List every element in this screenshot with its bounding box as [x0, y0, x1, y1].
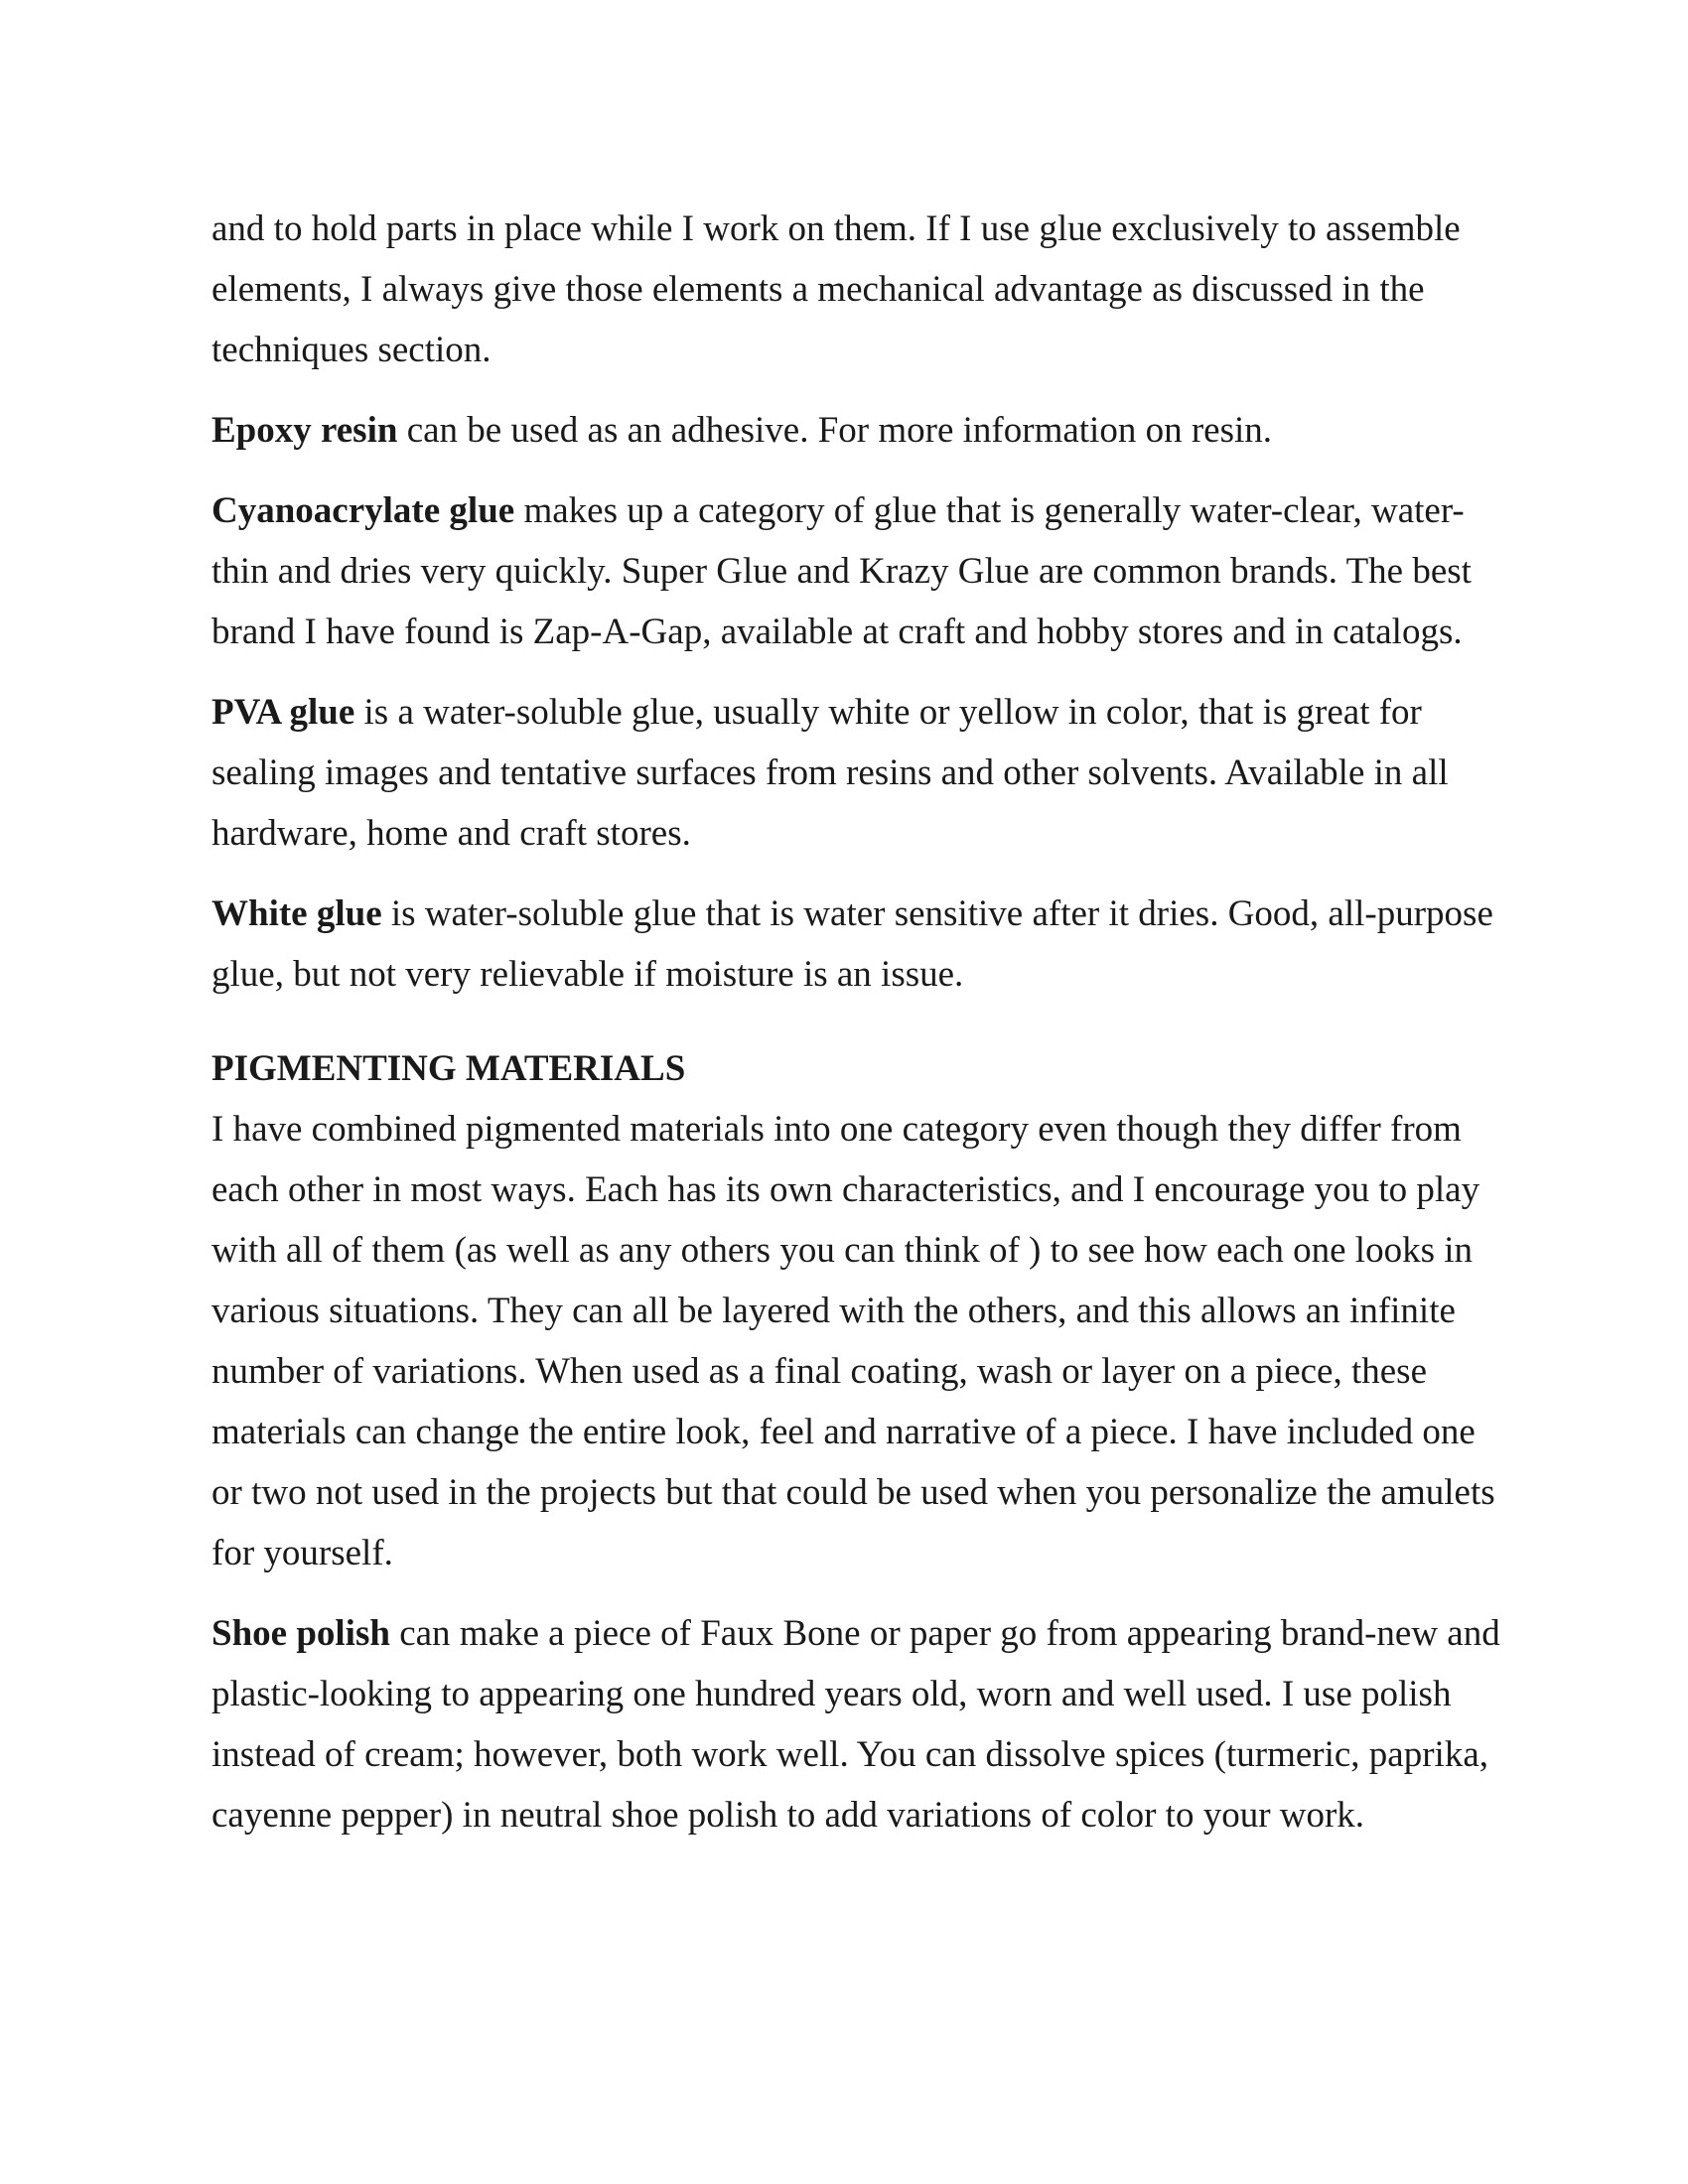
shoe-polish-paragraph [211, 1603, 1502, 1845]
white-glue-text: is water-soluble glue that is water sensitive after it dries. Good, all-purpose glue, but not very relievable if moisture is an issue. [211, 893, 1493, 995]
epoxy-resin-text: can be used as an adhesive. For more information on resin. [397, 410, 1273, 451]
pva-glue-text: is a water-soluble glue, usually white or yellow in color, that is great for sealing images and tentative surfaces from resins and other solvents. Available in all hardware, home and craft stores. [211, 692, 1449, 854]
cyanoacrylate-glue-term: Cyanoacrylate glue [211, 490, 515, 531]
cyanoacrylate-glue-paragraph [211, 480, 1502, 662]
intro-paragraph: and to hold parts in place while I work on them. If I use glue exclusively to assemble elements, I always give those elements a mechanical advantage as discussed in the techniques section. [211, 208, 1461, 370]
pva-glue-term: PVA glue [211, 692, 355, 733]
document-page [211, 199, 1502, 1865]
shoe-polish-text: can make a piece of Faux Bone or paper go from appearing brand-new and plastic-looking to appearing one hundred years old, worn and well used. I use polish instead of cream; however, both work well. You can dissolve spices (turmeric, paprika, cayenne pepper) in neutral shoe polish to add variations of color to your work. [211, 1613, 1500, 1836]
white-glue-paragraph [211, 884, 1502, 1005]
epoxy-resin-paragraph [211, 400, 1502, 461]
pva-glue-paragraph [211, 682, 1502, 864]
cyanoacrylate-glue-text: makes up a category of glue that is generally water-clear, water-thin and dries very quickly. Super Glue and Krazy Glue are common brands. The best brand I have found is Zap-A-Gap, available at craft and hobby stores and in catalogs. [211, 490, 1472, 652]
section-heading: PIGMENTING MATERIALS [211, 1048, 686, 1089]
shoe-polish-term: Shoe polish [211, 1613, 390, 1654]
white-glue-term: White glue [211, 893, 382, 934]
epoxy-resin-term: Epoxy resin [211, 410, 398, 451]
pigmenting-intro-paragraph: I have combined pigmented materials into one category even though they differ from each other in most ways. Each has its own characteristics, and I encourage you to play with all of them (as well as any others you can think of ) to see how each one looks in various situations. They can all be layered with the others, and this allows an infinite number of variations. When used as a final coating, wash or layer on a piece, these materials can change the entire look, feel and narrative of a piece. I have included one or two not used in the projects but that could be used when you personalize the amulets for yourself. [211, 1109, 1495, 1573]
